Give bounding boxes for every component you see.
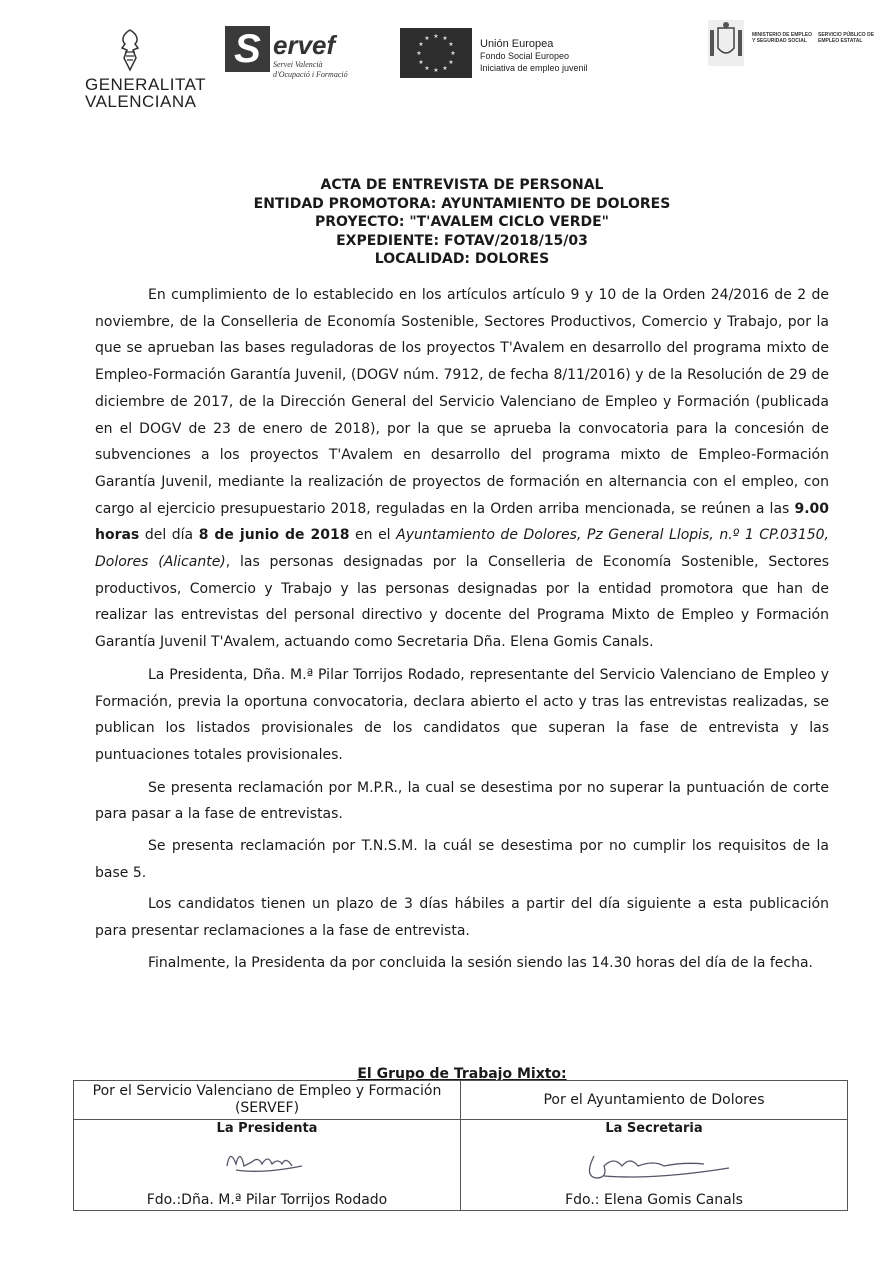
eu-line-3: Iniciativa de empleo juvenil bbox=[480, 63, 588, 73]
p1-text-b: del día bbox=[139, 527, 199, 544]
left-signature bbox=[78, 1136, 456, 1192]
left-role: La Presidenta bbox=[216, 1121, 318, 1136]
document-heading bbox=[95, 176, 829, 269]
svg-text:★: ★ bbox=[424, 35, 430, 42]
heading-entity: ENTIDAD PROMOTORA: AYUNTAMIENTO DE DOLORES bbox=[253, 195, 671, 212]
ministerio-logo bbox=[700, 18, 875, 68]
heading-title: ACTA DE ENTREVISTA DE PERSONAL bbox=[320, 177, 604, 193]
header-logos bbox=[0, 18, 884, 128]
p1-time: 9.00 horas bbox=[95, 500, 829, 544]
eu-text bbox=[480, 38, 640, 74]
svg-text:★: ★ bbox=[448, 41, 454, 48]
signature-table bbox=[73, 1080, 848, 1211]
paragraph-2: La Presidenta, Dña. M.ª Pilar Torrijos Rodado, representante del Servicio Valenciano de Empleo y Formación, previa la oportuna convocatoria, declara abierto el acto y tras las entrevistas realizadas, se publican los listados provisionales de los candidatos que superan la fase de entrevista y las puntuaciones totales provisionales. bbox=[95, 666, 829, 763]
ministerio-name: MINISTERIO DE EMPLEO Y SEGURIDAD SOCIAL bbox=[752, 32, 813, 44]
servef-logo bbox=[225, 26, 355, 86]
spain-coat-of-arms-icon bbox=[706, 18, 746, 68]
generalitat-logo bbox=[85, 28, 207, 111]
servef-subtitle bbox=[273, 60, 353, 80]
signature-group-title: El Grupo de Trabajo Mixto: bbox=[357, 1066, 567, 1082]
servef-subtitle-2: d'Ocupació i Formació bbox=[273, 70, 348, 79]
paragraph-3: Se presenta reclamación por M.P.R., la cual se desestima por no superar la puntuación de corte para pasar a la fase de entrevistas. bbox=[95, 779, 829, 823]
paragraph-5: Los candidatos tienen un plazo de 3 días hábiles a partir del día siguiente a esta publicación para presentar reclamaciones a la fase de entrevista. bbox=[95, 896, 829, 940]
svg-text:★: ★ bbox=[418, 41, 424, 48]
paragraph-6: Finalmente, la Presidenta da por concluida la sesión siendo las 14.30 horas del día de la fecha. bbox=[148, 954, 814, 971]
sepe-name: SERVICIO PÚBLICO DE EMPLEO ESTATAL bbox=[818, 32, 875, 44]
svg-text:★: ★ bbox=[433, 33, 439, 40]
right-signature-cell bbox=[461, 1120, 848, 1211]
heading-project: PROYECTO: "T'AVALEM CICLO VERDE" bbox=[315, 214, 609, 231]
servef-letter: S bbox=[225, 26, 270, 72]
p1-text-c: en el bbox=[349, 527, 397, 544]
svg-text:★: ★ bbox=[433, 67, 439, 74]
svg-text:★: ★ bbox=[442, 35, 448, 42]
p1-text-a: En cumplimiento de lo establecido en los artículos artículo 9 y 10 de la Orden 24/2016 de 2 de noviembre, de la Conselleria de Economía Sostenible, Sectores Productivos, Comercio y Trabajo, por la que se aprueban las bases reguladoras de los proyectos T'Avalem en desarrollo del programa mixto de Empleo-Formación Garantía Juvenil, (DOGV núm. 7912, de fecha 8/11/2016) y de la Resolución de 29 de diciembre de 2017, de la Dirección General del Servicio Valenciano de Empleo y Formación (publicada en el DOGV de 23 de enero de 2018), por la que se aprueba la convocatoria para la concesión de subvenciones a los proyectos T'Avalem en desarrollo del programa mixto de Empleo-Formación Garantía Juvenil, mediante la realización de proyectos de formación en alternancia con el empleo, con cargo al ejercicio presupuestario 2018, reguladas en la Orden arriba mencionada, se reúnen a las bbox=[95, 287, 829, 517]
right-role: La Secretaria bbox=[605, 1121, 703, 1136]
heading-locality: LOCALIDAD: DOLORES bbox=[374, 251, 550, 268]
right-signature bbox=[465, 1136, 843, 1192]
paragraph-1 bbox=[95, 282, 829, 656]
svg-text:★: ★ bbox=[450, 50, 456, 57]
eu-line-1: Unión Europea bbox=[480, 38, 554, 50]
servef-word: ervef bbox=[273, 30, 336, 60]
generalitat-text-2: VALENCIANA bbox=[85, 92, 197, 111]
generalitat-text-1: GENERALITAT bbox=[85, 75, 207, 94]
servef-subtitle-1: Servei Valencià bbox=[273, 60, 323, 69]
right-signer-name: Fdo.: Elena Gomis Canals bbox=[565, 1192, 743, 1208]
svg-text:★: ★ bbox=[448, 59, 454, 66]
svg-text:★: ★ bbox=[424, 65, 430, 72]
left-signer-name: Fdo.:Dña. M.ª Pilar Torrijos Rodado bbox=[146, 1192, 388, 1208]
document-body bbox=[95, 282, 829, 982]
left-signature-cell bbox=[74, 1120, 461, 1211]
svg-text:★: ★ bbox=[416, 50, 422, 57]
eu-line-2: Fondo Social Europeo bbox=[480, 51, 570, 61]
p1-text-d: , las personas designadas por la Conselleria de Economía Sostenible, Sectores productivos, Comercio y Trabajo y las personas designadas por la entidad promotora que han de realizar las entrevistas del personal directivo y docente del Programa Mixto de Empleo y Formación Garantía Juvenil T'Avalem, actuando como Secretaria Dña. Elena Gomis Canals. bbox=[95, 554, 829, 651]
right-header: Por el Ayuntamiento de Dolores bbox=[461, 1081, 848, 1120]
handwritten-signature-icon bbox=[564, 1136, 744, 1188]
svg-text:★: ★ bbox=[442, 65, 448, 72]
p1-place: Ayuntamiento de Dolores, Pz General Llopis, n.º 1 CP.03150, Dolores (Alicante) bbox=[95, 527, 829, 571]
svg-text:★: ★ bbox=[418, 59, 424, 66]
left-header: Por el Servicio Valenciano de Empleo y Formación (SERVEF) bbox=[74, 1081, 461, 1120]
generalitat-crest-icon bbox=[113, 28, 147, 72]
eu-flag-icon bbox=[400, 28, 472, 78]
heading-file: EXPEDIENTE: FOTAV/2018/15/03 bbox=[336, 232, 588, 249]
paragraph-4: Se presenta reclamación por T.N.S.M. la cuál se desestima por no cumplir los requisitos de la base 5. bbox=[95, 838, 829, 881]
p1-date: 8 de junio de 2018 bbox=[198, 527, 350, 544]
handwritten-signature-icon bbox=[212, 1136, 322, 1186]
